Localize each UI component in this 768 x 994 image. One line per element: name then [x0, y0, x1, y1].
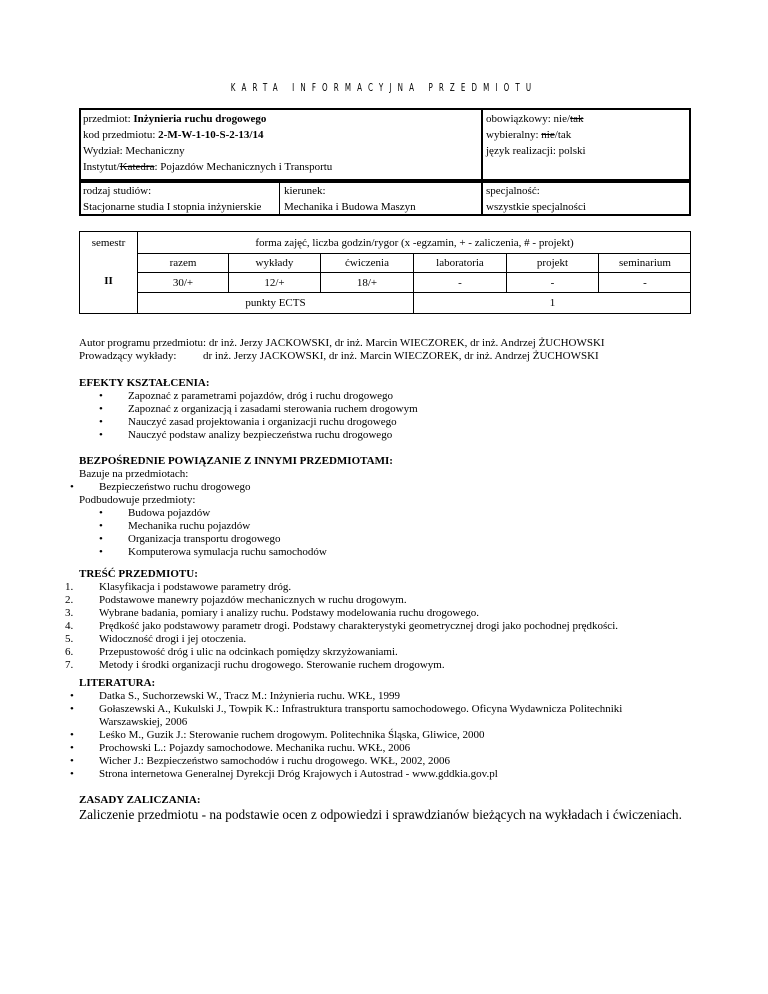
col-cwiczenia: ćwiczenia — [345, 257, 389, 269]
list-item: • Leśko M., Guzik J.: Sterowanie ruchem drogowym. Politechnika Śląska, Gliwice, 2000 — [70, 729, 485, 741]
header-left: przedmiot: Inżynieria ruchu drogowego kod przedmiotu: 2-M-W-1-10-S-2-13/14 Wydział: Mechaniczny Instytut/Katedra: Pojazdów Mechanicznych i Transportu — [83, 113, 333, 173]
institute: Instytut/Katedra: Pojazdów Mechanicznych i Transportu — [83, 161, 333, 173]
val-seminarium: - — [643, 277, 647, 289]
lecturer-label: Prowadzący wykłady: — [79, 350, 177, 362]
val-razem: 30/+ — [172, 277, 194, 289]
efekty-heading: EFEKTY KSZTAŁCENIA: — [79, 377, 210, 389]
list-item: • Mechanika ruchu pojazdów — [99, 520, 251, 532]
list-item: • Organizacja transportu drogowego — [99, 533, 281, 545]
list-item: 6. Przepustowość dróg i ulic na odcinkach pomiędzy skrzyżowaniami. — [65, 646, 398, 658]
section-efekty — [79, 377, 739, 442]
list-item: • Nauczyć podstaw analizy bezpieczeństwa ruchu drogowego — [99, 429, 393, 441]
section-literatura — [70, 677, 739, 781]
ects-value: 1 — [549, 297, 556, 309]
col-projekt: projekt — [536, 257, 569, 269]
list-item: • Prochowski L.: Pojazdy samochodowe. Mechanika ruchu. WKŁ, 2006 — [70, 742, 411, 754]
val-wyklady: 12/+ — [264, 277, 285, 289]
section-powiazanie: BEZPOŚREDNIE POWIĄZANIE Z INNYMI PRZEDMIOTAMI: Bazuje na przedmiotach: • Bezpieczeństwo ruchu drogowego Podbudowuje przedmioty: • Budowa pojazdów • Mechanika ruchu pojazdów • Organizacja transportu drogowego • Komputerowa symulacja ruchu samochodów — [79, 455, 739, 559]
literatura-heading: LITERATURA: — [79, 677, 156, 689]
course-name: Inżynieria ruchu drogowego — [133, 113, 267, 125]
field-of-study: kierunek: Mechanika i Budowa Maszyn — [284, 185, 416, 213]
list-item: • Nauczyć zasad projektowania i organizacji ruchu drogowego — [99, 416, 397, 428]
semester-label: semestr — [91, 237, 126, 249]
header-right: obowiązkowy: nie/tak wybieralny: nie/tak język realizacji: polski — [486, 113, 586, 157]
author-label: Autor programu przedmiotu: — [79, 337, 207, 349]
list-item: • Strona internetowa Generalnej Dyrekcji Dróg Krajowych i Autostrad - www.gddkia.gov.pl — [70, 768, 498, 780]
specialization: specjalność: wszystkie specjalności — [486, 185, 586, 213]
section-zasady — [79, 794, 739, 823]
zasady-text: Zaliczenie przedmiotu - na podstawie ocen z odpowiedzi i sprawdzianów bieżących na wykładach i ćwiczeniach. — [79, 807, 682, 822]
val-laboratoria: - — [458, 277, 462, 289]
study-type: rodzaj studiów: Stacjonarne studia I stopnia inżynierskie — [83, 185, 262, 213]
zasady-heading: ZASADY ZALICZANIA: — [79, 794, 201, 806]
section-tresc — [65, 568, 739, 672]
list-item: 7. Metody i środki organizacji ruchu drogowego. Sterowanie ruchem drogowym. — [65, 659, 445, 671]
author-value: dr inż. Jerzy JACKOWSKI, dr inż. Marcin WIECZOREK, dr inż. Andrzej ŻUCHOWSKI — [208, 337, 605, 349]
authors — [79, 337, 605, 363]
col-laboratoria: laboratoria — [436, 257, 484, 269]
list-item: 1. Klasyfikacja i podstawowe parametry dróg. — [65, 581, 292, 593]
tresc-heading: TREŚĆ PRZEDMIOTU: — [79, 568, 198, 580]
list-item: • Wicher J.: Bezpieczeństwo samochodów i ruchu drogowego. WKŁ, 2002, 2006 — [70, 755, 450, 767]
course-code: 2-M-W-1-10-S-2-13/14 — [158, 129, 264, 141]
list-item: • Komputerowa symulacja ruchu samochodów — [99, 546, 327, 558]
col-seminarium: seminarium — [619, 257, 671, 269]
val-projekt: - — [550, 277, 555, 289]
faculty: Wydział: Mechaniczny — [83, 145, 185, 157]
col-razem: razem — [169, 257, 197, 269]
list-item: • Zapoznać z parametrami pojazdów, dróg i ruchu drogowego — [99, 390, 394, 402]
language: język realizacji: polski — [486, 145, 586, 157]
list-item: 2. Podstawowe manewry pojazdów mechanicznych w ruchu drogowym. — [65, 594, 407, 606]
lecturer-value: dr inż. Jerzy JACKOWSKI, dr inż. Marcin WIECZOREK, dr inż. Andrzej ŻUCHOWSKI — [203, 350, 599, 362]
val-cwiczenia: 18/+ — [356, 277, 378, 289]
list-item: 5. Widoczność drogi i jej otoczenia. — [65, 633, 247, 645]
col-wyklady: wykłady — [255, 257, 294, 269]
powiazanie-heading: BEZPOŚREDNIE POWIĄZANIE Z INNYMI PRZEDMIOTAMI: — [79, 455, 393, 467]
list-item: • Bezpieczeństwo ruchu drogowego — [70, 481, 251, 493]
ects-label: punkty ECTS — [245, 297, 306, 309]
list-item: • Budowa pojazdów — [99, 507, 211, 519]
document-title: KARTA INFORMACYJNA PRZEDMIOTU — [230, 81, 538, 94]
list-item: • Gołaszewski A., Kukulski J., Towpik K.: Infrastruktura transportu samochodowego. Oficyna Wydawnicza Politechniki Warszawskiej, 2006 — [70, 703, 623, 728]
semester-value: II — [104, 275, 113, 287]
list-item: 4. Prędkość jako podstawowy parametr drogi. Podstawy charakterystyki geometrycznej drogi jako pochodnej prędkości. — [65, 620, 618, 632]
list-item: • Datka S., Suchorzewski W., Tracz M.: Inżynieria ruchu. WKŁ, 1999 — [70, 690, 401, 702]
form-label: forma zajęć, liczba godzin/rygor (x -egzamin, + - zaliczenia, # - projekt) — [255, 237, 574, 249]
list-item: • Zapoznać z organizacją i zasadami sterowania ruchem drogowym — [99, 403, 418, 415]
list-item: 3. Wybrane badania, pomiary i analizy ruchu. Podstawy modelowania ruchu drogowego. — [65, 607, 479, 619]
